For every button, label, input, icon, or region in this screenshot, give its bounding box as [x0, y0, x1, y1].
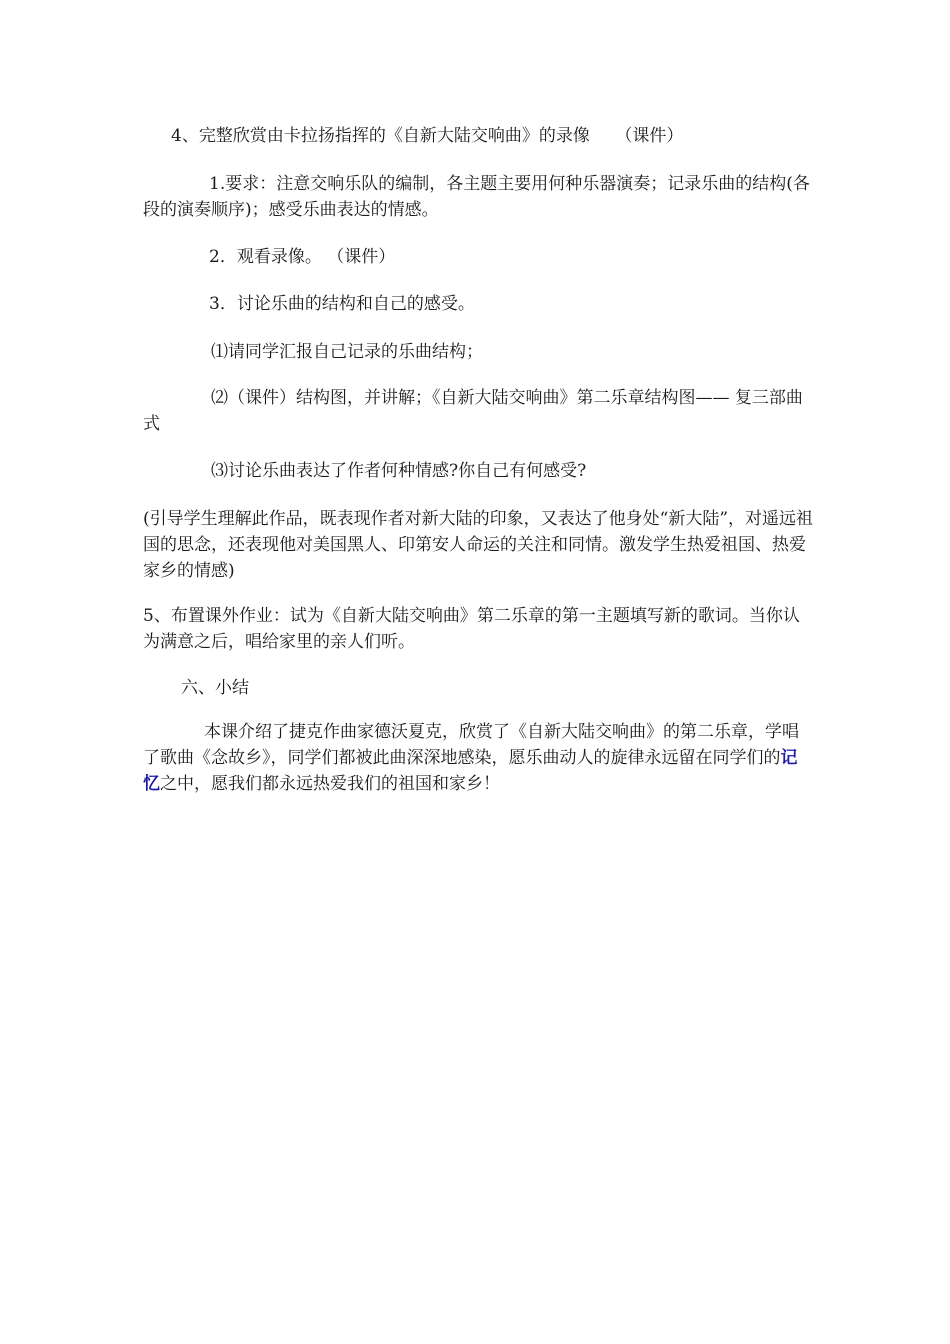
item-4-watch-video: 4、完整欣赏由卡拉扬指挥的《自新大陆交响曲》的录像 （课件） — [171, 126, 684, 146]
section-heading-summary: 六、小结 — [181, 678, 249, 698]
discussion-step: 3．讨论乐曲的结构和自己的感受。 — [209, 294, 475, 314]
requirement-paragraph: 1.要求：注意交响乐队的编制，各主题主要用何种乐器演奏；记录乐曲的结构(各段的演奏顺序)；感受乐曲表达的情感。 — [143, 174, 810, 220]
sub-item-2: ⑵（课件）结构图，并讲解；《自新大陆交响曲》第二乐章结构图—— 复三部曲式 — [143, 388, 803, 434]
sub-item-3: ⑶讨论乐曲表达了作者何种情感?你自己有何感受? — [211, 461, 587, 481]
sub-item-1: ⑴请同学汇报自己记录的乐曲结构； — [211, 342, 483, 362]
watch-video-step: 2．观看录像。 （课件） — [209, 247, 396, 267]
memory-link[interactable]: 记忆 — [143, 748, 798, 794]
summary-text-before: 本课介绍了捷克作曲家德沃夏克，欣赏了《自新大陆交响曲》的第二乐章，学唱了歌曲《念故乡》，同学们都被此曲深深地感染，愿乐曲动人的旋律永远留在同学们的 — [143, 722, 799, 768]
item-5-homework: 5、布置课外作业：试为《自新大陆交响曲》第二乐章的第一主题填写新的歌词。当你认为满意之后，唱给家里的亲人们听。 — [143, 606, 800, 652]
teaching-note: (引导学生理解此作品，既表现作者对新大陆的印象，又表达了他身处“新大陆”，对遥远祖国的思念，还表现他对美国黑人、印第安人命运的关注和同情。激发学生热爱祖国、热爱家乡的情感) — [143, 509, 814, 581]
summary-paragraph — [143, 719, 813, 797]
summary-text-after: 之中，愿我们都永远热爱我们的祖国和家乡！ — [160, 774, 500, 794]
